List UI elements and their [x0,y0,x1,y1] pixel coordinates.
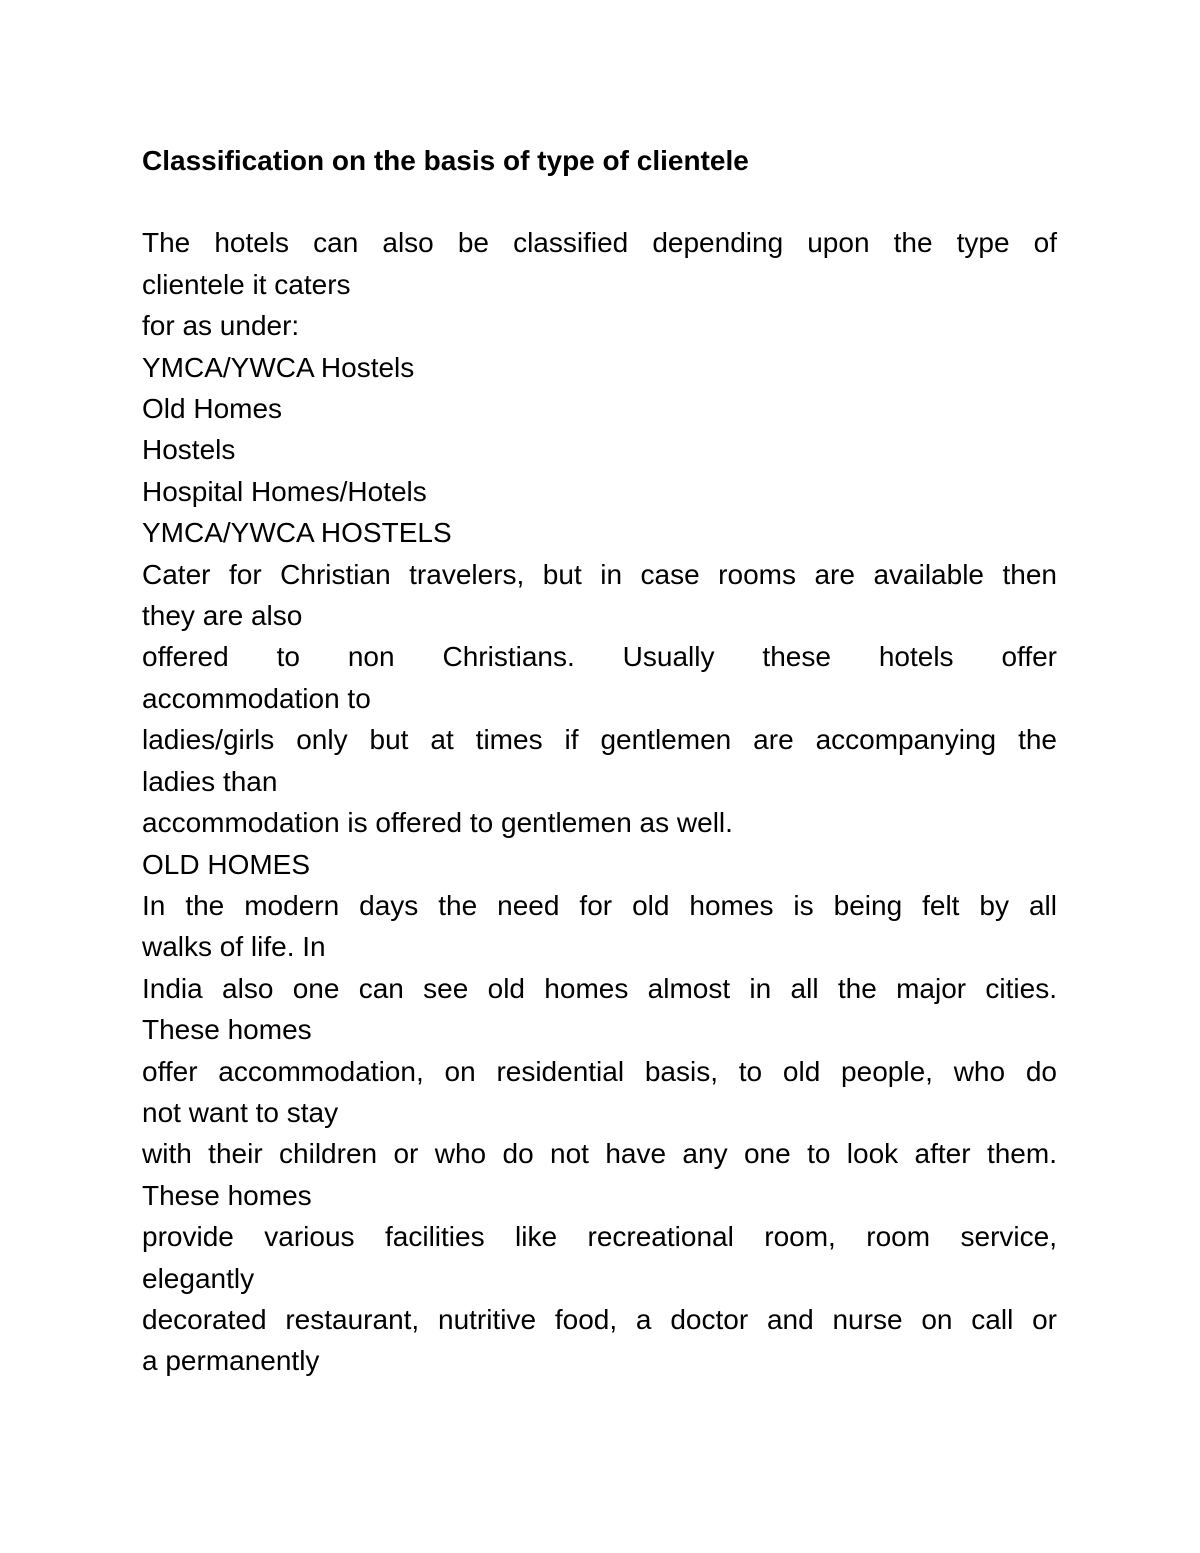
text-line: ladies/girls only but at times if gentlemen are accompanying the [142,724,1057,756]
text-line: These homes [142,1014,312,1046]
text-line: decorated restaurant, nutritive food, a doctor and nurse on call or [142,1303,1057,1335]
text-line: a permanently [142,1345,320,1377]
text-line: accommodation is offered to gentlemen as well. [142,807,733,839]
text-line: they are also [142,600,303,632]
text-line: The hotels can also be classified depending upon the type of [142,227,1057,259]
text-line: YMCA/YWCA HOSTELS [142,517,452,549]
text-line: not want to stay [142,1096,339,1128]
text-line: India also one can see old homes almost in all the major cities. [142,972,1057,1004]
text-line: offered to non Christians. Usually these hotels offer [142,641,1057,673]
text-line: offer accommodation, on residential basis, to old people, who do [142,1055,1057,1087]
text-line: Old Homes [142,393,283,425]
text-line: with their children or who do not have any one to look after them. [142,1138,1057,1170]
text-line: accommodation to [142,682,371,714]
text-line: In the modern days the need for old homes is being felt by all [142,889,1057,921]
document-text [142,222,1057,1381]
text-line: OLD HOMES [142,848,311,880]
document-body [142,140,1057,1382]
text-line: elegantly [142,1262,255,1294]
text-line: clientele it caters [142,268,351,300]
text-line: YMCA/YWCA Hostels [142,351,415,383]
text-line: walks of life. In [142,931,326,963]
text-line: for as under: [142,310,300,342]
text-line: Hospital Homes/Hotels [142,475,427,507]
text-line: Cater for Christian travelers, but in case rooms are available then [142,558,1057,590]
text-line: provide various facilities like recreational room, room service, [142,1221,1057,1253]
text-line: Hostels [142,434,236,466]
document-title: Classification on the basis of type of clientele [142,145,749,176]
text-line: These homes [142,1179,312,1211]
text-line: ladies than [142,765,278,797]
